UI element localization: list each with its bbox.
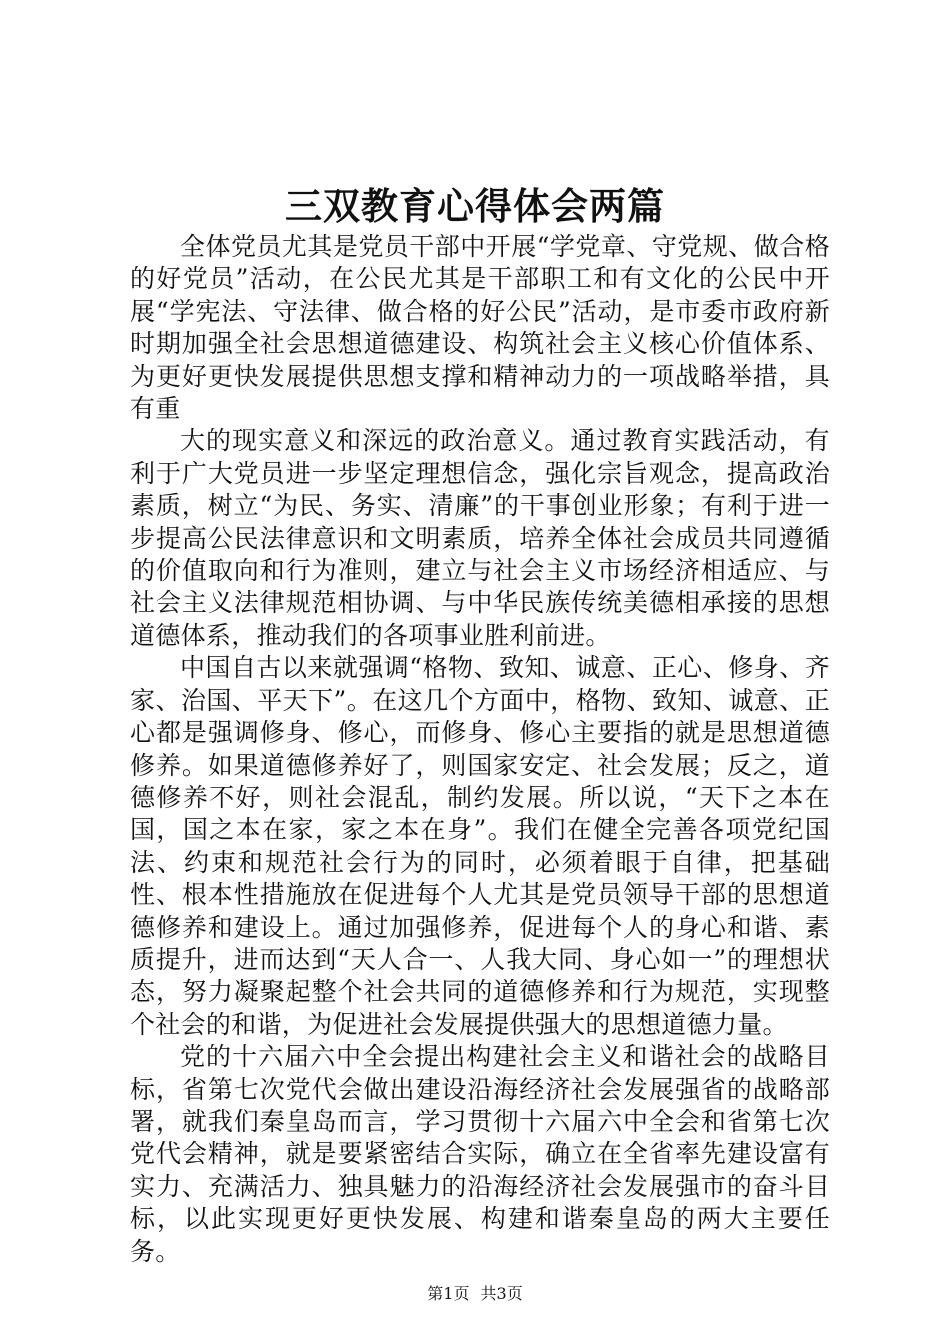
paragraph-1: 全体党员尤其是党员干部中开展“学党章、守党规、做合格的好党员”活动，在公民尤其是干部职工和有文化的公民中开展“学宪法、守法律、做合格的好公民”活动，是市委市政府新时期加强全社会思想道德建设、构筑社会主义核心价值体系、为更好更快发展提供思想支撑和精神动力的一项战略举措，具有重 bbox=[130, 232, 830, 424]
paragraph-2: 大的现实意义和深远的政治意义。通过教育实践活动，有利于广大党员进一步坚定理想信念，强化宗旨观念，提高政治素质，树立“为民、务实、清廉”的干事创业形象；有利于进一步提高公民法律意识和文明素质，培养全体社会成员共同遵循的价值取向和行为准则，建立与社会主义市场经济相适应、与社会主义法律规范相协调、与中华民族传统美德相承接的思想道德体系，推动我们的各项事业胜利前进。 bbox=[130, 426, 830, 650]
paragraph-3: 中国自古以来就强调“格物、致知、诚意、正心、修身、齐家、治国、平天下”。在这几个方面中，格物、致知、诚意、正心都是强调修身、修心，而修身、修心主要指的就是思想道德修养。如果道德修养好了，则国家安定、社会发展；反之，道德修养不好，则社会混乱，制约发展。所以说，“天下之本在国，国之本在家，家之本在身”。我们在健全完善各项党纪国法、约束和规范社会行为的同时，必须着眼于自律，把基础性、根本性措施放在促进每个人尤其是党员领导干部的思想道德修养和建设上。通过加强修养，促进每个人的身心和谐、素质提升，进而达到“天人合一、人我大同、身心如一”的理想状态，努力凝聚起整个社会共同的道德修养和行为规范，实现整个社会的和谐，为促进社会发展提供强大的思想道德力量。 bbox=[130, 653, 830, 1039]
document-title: 三双教育心得体会两篇 bbox=[285, 184, 665, 228]
page-number-total: 共3页 bbox=[480, 1284, 523, 1303]
document-body bbox=[130, 231, 830, 1268]
paragraph-4: 党的十六届六中全会提出构建社会主义和谐社会的战略目标，省第七次党代会做出建设沿海经济社会发展强省的战略部署，就我们秦皇岛而言，学习贯彻十六届六中全会和省第七次党代会精神，就是要紧密结合实际，确立在全省率先建设富有实力、充满活力、独具魅力的沿海经济社会发展强市的奋斗目标，以此实现更好更快发展、构建和谐秦皇岛的两大主要任务。 bbox=[130, 1042, 830, 1266]
page-number-current: 第1页 bbox=[427, 1284, 470, 1303]
page-footer bbox=[0, 1283, 950, 1305]
